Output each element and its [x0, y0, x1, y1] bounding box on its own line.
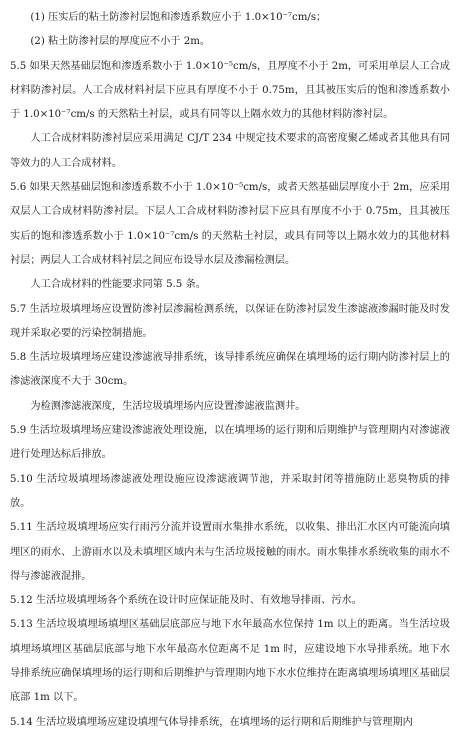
clause-5-7: 5.7 生活垃圾填埋场应设置防渗衬层渗漏检测系统，以保证在防渗衬层发生渗滤液渗漏时能及时发现并采取必要的污染控制措施。 — [10, 303, 450, 339]
clause-5-8: 5.8 生活垃圾填埋场应建设渗滤液导排系统，该导排系统应确保在填埋场的运行期内防渗衬层上的渗滤液深度不大于 30cm。 — [10, 352, 450, 388]
paragraph-materials: 人工合成材料防渗衬层应采用满足 CJ/T 234 中规定技术要求的高密度聚乙烯或者其他具有同等效力的人工合成材料。 — [10, 133, 450, 169]
paragraph-monitoring-well: 为检测渗滤液深度，生活垃圾填埋场内应设置渗滤液监测井。 — [30, 400, 306, 412]
paragraph-1: (1) 压实后的粘土防渗衬层饱和渗透系数应小于 1.0×10⁻⁷cm/s； — [30, 12, 327, 23]
clause-5-6: 5.6 如果天然基础层饱和渗透系数不小于 1.0×10⁻⁵cm/s，或者天然基础层厚度小于 2m，应采用双层人工合成材料防渗衬层。下层人工合成材料防渗衬层下应具有厚度不小于 0.75m，且其被压实后的饱和渗透系数小于 1.0×10⁻⁷cm/s 的天然粘土衬层，或具有同等以上隔水效力的其他材料衬层；两层人工合成材料衬层之间应布设导水层及渗漏检测层。 — [10, 182, 450, 266]
clause-5-10: 5.10 生活垃圾填埋场渗滤液处理设施应设渗滤液调节池，并采取封闭等措施防止恶臭物质的排放。 — [10, 473, 450, 509]
clause-5-11: 5.11 生活垃圾填埋场应实行雨污分流并设置雨水集排水系统，以收集、排出汇水区内可能流向填埋区的雨水、上游雨水以及未填埋区域内未与生活垃圾接触的雨水。雨水集排水系统收集的雨水不得与渗滤液混排。 — [10, 522, 450, 582]
clause-5-12: 5.12 生活垃圾填埋场各个系统在设计时应保证能及时、有效地导排雨、污水。 — [10, 595, 362, 607]
paragraph-2: (2) 粘土防渗衬层的厚度应不小于 2m。 — [30, 36, 211, 48]
clause-5-9: 5.9 生活垃圾填埋场应建设渗滤液处理设施，以在填埋场的运行期和后期维护与管理期内对渗滤液进行处理达标后排放。 — [10, 425, 450, 461]
paragraph-performance: 人工合成材料的性能要求同第 5.5 条。 — [30, 279, 206, 291]
clause-5-13: 5.13 生活垃圾填埋场填埋区基础层底部应与地下水年最高水位保持 1m 以上的距离。当生活垃圾填埋场填埋区基础层底部与地下水年最高水位距离不足 1m 时，应建设地下水导排系统。地下水导排系统应确保填埋场的运行期和后期维护与管理期内地下水水位维持在距离填埋场填埋区基础层底部 1m 以下。 — [10, 619, 450, 704]
clause-5-14: 5.14 生活垃圾填埋场应建设填埋气体导排系统，在填埋场的运行期和后期维护与管理期内 — [10, 716, 413, 728]
clause-5-5: 5.5 如果天然基础层饱和渗透系数小于 1.0×10⁻⁵cm/s，且厚度不小于 2m，可采用单层人工合成材料防渗衬层。人工合成材料衬层下应具有厚度不小于 0.75m，且其被压实后的饱和渗透系数小于 1.0×10⁻⁷cm/s 的天然粘土衬层，或具有同等以上隔水效力的其他材料防渗衬层。 — [10, 60, 450, 121]
